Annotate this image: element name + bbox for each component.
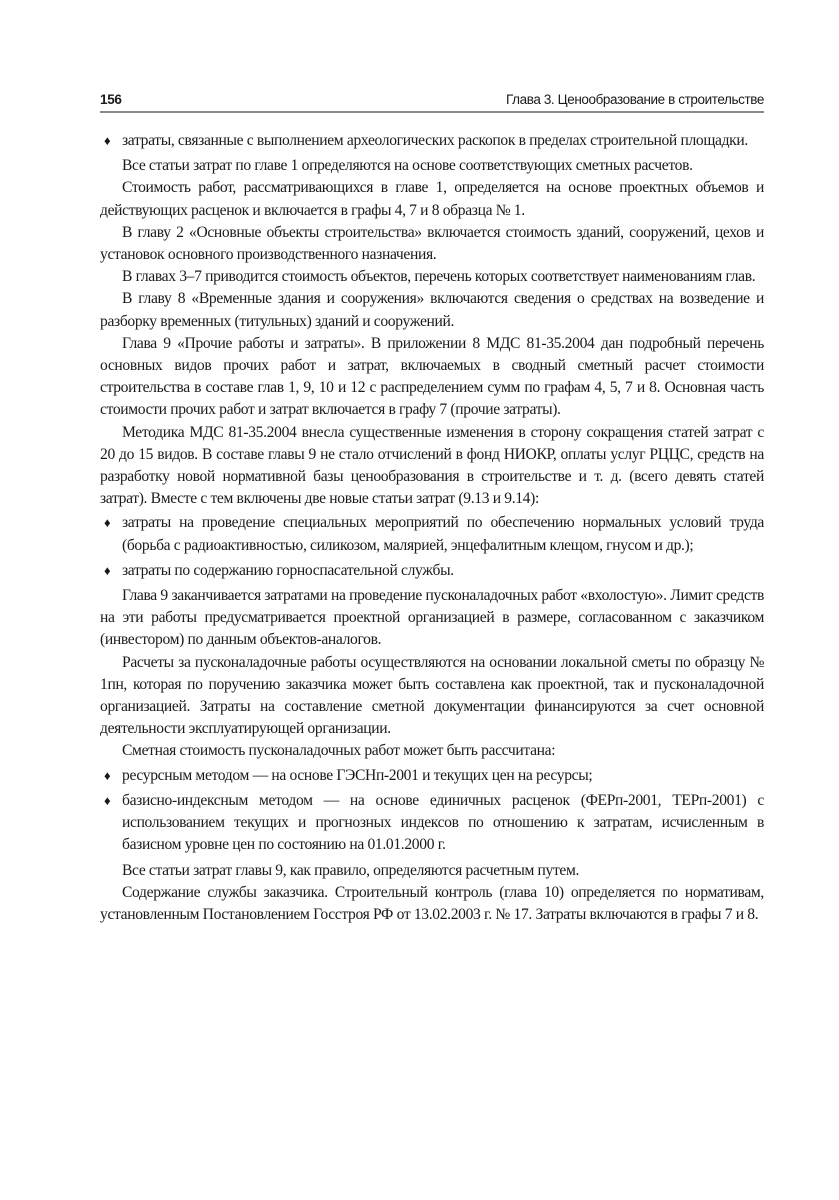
bullet-item	[100, 765, 764, 787]
paragraph: Глава 9 «Прочие работы и затраты». В приложении 8 МДС 81-35.2004 дан подробный перечень основных видов прочих работ и затрат, включаемых в сводный сметный расчет стоимости строительства в составе глав 1, 9, 10 и 12 с распределением сумм по графам 4, 5, 7 и 8. Основная часть стоимости прочих работ и затрат включается в графу 7 (прочие затраты).	[100, 334, 764, 419]
bullet-item	[100, 130, 764, 152]
paragraph: Методика МДС 81-35.2004 внесла существенные изменения в сторону сокращения статей затрат с 20 до 15 видов. В составе главы 9 не стало отчислений в фонд НИОКР, оплаты услуг РЦЦС, средств на разработку новой нормативной базы ценообразования в строительстве и т. д. (всего девять статей затрат). Вместе с тем включены две новые статьи затрат (9.13 и 9.14):	[100, 423, 764, 508]
paragraph: В главу 2 «Основные объекты строительства» включается стоимость зданий, сооружений, цехов и установок основного производственного назначения.	[100, 223, 764, 264]
bullet-item	[100, 560, 764, 582]
chapter-title: Глава 3. Ценообразование в строительстве	[506, 92, 764, 107]
paragraph: Содержание службы заказчика. Строительный контроль (глава 10) определяется по нормативам, установленным Постановлением Госстроя РФ от 13.02.2003 г. № 17. Затраты включаются в графы 7 и 8.	[100, 883, 764, 923]
diamond-bullet-icon: ♦	[104, 767, 111, 783]
bullet-list	[100, 512, 764, 582]
bullet-text: затраты на проведение специальных мероприятий по обеспечению нормальных условий труда (борьба с радиоактивностью, силикозом, малярией, энцефалитным клещом, гнусом и др.);	[122, 514, 764, 554]
body-text	[100, 130, 764, 926]
bullet-text: ресурсным методом — на основе ГЭСНп-2001 и текущих цен на ресурсы;	[122, 766, 593, 784]
bullet-list	[100, 130, 764, 152]
book-page	[100, 92, 764, 926]
paragraph: Сметная стоимость пусконаладочных работ может быть рассчитана:	[122, 742, 556, 760]
paragraph: Стоимость работ, рассматривающихся в главе 1, определяется на основе проектных объемов и действующих расценок и включается в графы 4, 7 и 8 образца № 1.	[100, 179, 764, 219]
diamond-bullet-icon: ♦	[104, 562, 111, 578]
bullet-text: базисно-индексным методом — на основе единичных расценок (ФЕРп-2001, ТЕРп-2001) с использованием текущих и прогнозных индексов по отношению к затратам, исчисленным в базисном уровне цен по состоянию на 01.01.2000 г.	[122, 791, 764, 854]
running-head	[100, 92, 764, 107]
bullet-item	[100, 790, 764, 857]
bullet-item	[100, 512, 764, 556]
paragraph: Все статьи затрат по главе 1 определяются на основе соответствующих сметных расчетов.	[122, 157, 693, 175]
diamond-bullet-icon: ♦	[104, 792, 111, 808]
paragraph: Глава 9 заканчивается затратами на проведение пусконаладочных работ «вхолостую». Лимит средств на эти работы предусматривается проектной организацией в размере, согласованном с заказчиком (инвестором) по данным объектов-аналогов.	[100, 587, 764, 649]
paragraph: В главу 8 «Временные здания и сооружения» включаются сведения о средствах на возведение и разборку временных (титульных) зданий и сооружений.	[100, 290, 764, 330]
diamond-bullet-icon: ♦	[104, 515, 111, 531]
diamond-bullet-icon: ♦	[104, 133, 111, 148]
bullet-text: затраты по содержанию горноспасательной службы.	[122, 561, 454, 579]
header-rule	[100, 111, 764, 113]
paragraph: Все статьи затрат главы 9, как правило, определяются расчетным путем.	[122, 861, 580, 879]
bullet-text: затраты, связанные с выполнением археологических раскопок в пределах строительной площадки.	[122, 132, 748, 149]
paragraph: В главах 3–7 приводится стоимость объектов, перечень которых соответствует наименованиям глав.	[122, 268, 756, 286]
paragraph: Расчеты за пусконаладочные работы осуществляются на основании локальной сметы по образцу № 1пн, которая по поручению заказчика может быть составлена как проектной, так и пусконаладочной организацией. Затраты на составление сметной документации финансируются за счет основной деятельности эксплуатирующей организации.	[100, 653, 764, 738]
page-number: 156	[100, 92, 122, 107]
bullet-list	[100, 765, 764, 857]
